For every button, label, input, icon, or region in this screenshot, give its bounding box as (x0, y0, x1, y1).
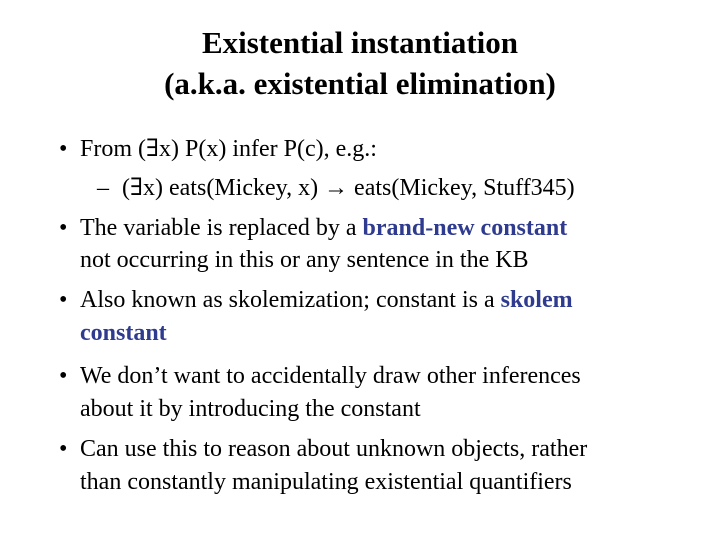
bullet-marker: • (59, 136, 68, 162)
sub-bullet-text: (∃x) eats(Mickey, x) → eats(Mickey, Stuff345) (122, 175, 575, 201)
highlight-skolem: skolem (500, 287, 573, 313)
bullet-4-line-1: We don’t want to accidentally draw other inferences (80, 363, 581, 389)
bullet-marker: • (59, 287, 68, 313)
bullet-5-line-2: than constantly manipulating existential quantifiers (80, 469, 572, 495)
bullet-4-line-2: about it by introducing the constant (80, 396, 421, 422)
bullet-2-line-1 (80, 213, 567, 243)
bullet-2-prefix: The variable is replaced by a (80, 215, 363, 241)
highlight-brand-new-constant: brand-new constant (362, 215, 568, 241)
bullet-5-line-1: Can use this to reason about unknown objects, rather (80, 436, 588, 462)
sub-bullet-marker: – (97, 175, 109, 201)
bullet-2-line-2: not occurring in this or any sentence in the KB (80, 247, 529, 273)
highlight-constant: constant (80, 320, 167, 346)
bullet-3-prefix: Also known as skolemization; constant is a (80, 287, 501, 313)
title-line-1: Existential instantiation (201, 25, 519, 60)
bullet-marker: • (59, 363, 68, 389)
bullet-3-line-1 (80, 285, 573, 315)
bullet-marker: • (59, 436, 68, 462)
bullet-1-text: From (∃x) P(x) infer P(c), e.g.: (80, 136, 377, 162)
bullet-marker: • (59, 215, 68, 241)
title-line-2: (a.k.a. existential elimination) (164, 66, 556, 101)
slide-title (0, 22, 720, 104)
